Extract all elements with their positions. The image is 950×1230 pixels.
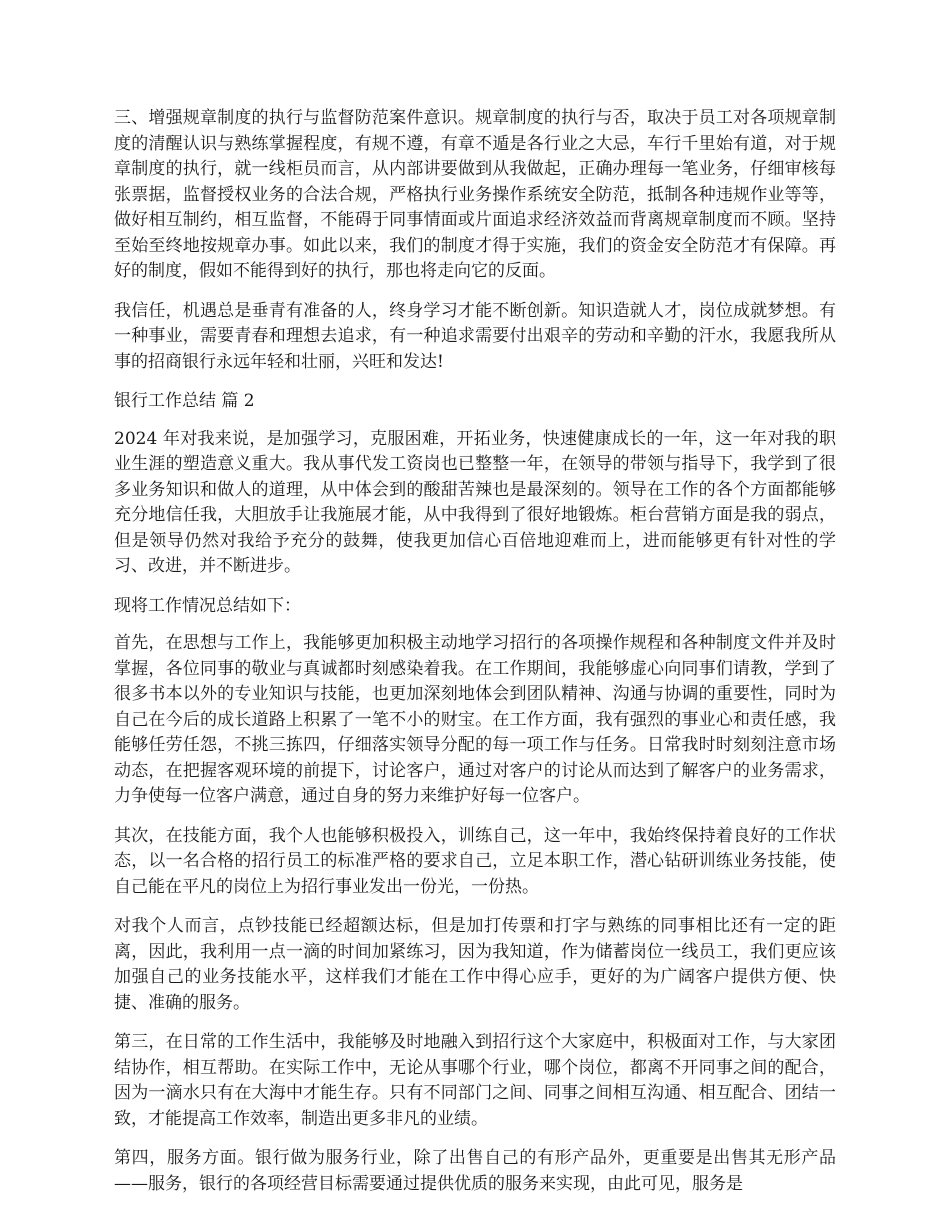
- document-body: [114, 106, 836, 1211]
- section-heading: 银行工作总结 篇 2: [114, 391, 255, 411]
- paragraph-personal-skills: 对我个人而言，点钞技能已经超额达标，但是加打传票和打字与熟练的同事相比还有一定的距离，因此，我利用一点一滴的时间加紧练习，因为我知道，作为储蓄岗位一线员工，我们更应该加强自己的业务技能水平，这样我们才能在工作中得心应手，更好的为广阔客户提供方便、快捷、准确的服务。: [114, 916, 836, 1013]
- paragraph-second: 其次，在技能方面，我个人也能够积极投入，训练自己，这一年中，我始终保持着良好的工作状态，以一名合格的招行员工的标准严格的要求自己，立足本职工作，潜心钻研训练业务技能，使自己能在平凡的岗位上为招行事业发出一份光，一份热。: [114, 825, 836, 897]
- paragraph-year-summary: 2024 年对我来说，是加强学习，克服困难，开拓业务，快速健康成长的一年，这一年对我的职业生涯的塑造意义重大。我从事代发工资岗也已整整一年，在领导的带领与指导下，我学到了很多业务知识和做人的道理，从中体会到的酸甜苦辣也是最深刻的。领导在工作的各个方面都能够充分地信任我，大胆放手让我施展才能，从中我得到了很好地锻炼。柜台营销方面是我的弱点，但是领导仍然对我给予充分的鼓舞，使我更加信心百倍地迎难而上，进而能够更有针对性的学习、改进，并不断进步。: [114, 428, 836, 576]
- paragraph-fourth: 第四，服务方面。银行做为服务行业，除了出售自己的有形产品外，更重要是出售其无形产品——服务，银行的各项经营目标需要通过提供优质的服务来实现，由此可见，服务是: [114, 1148, 836, 1194]
- paragraph-regulation-enforcement: 三、增强规章制度的执行与监督防范案件意识。规章制度的执行与否，取决于员工对各项规章制度的清醒认识与熟练掌握程度，有规不遵，有章不遁是各行业之大忌，车行千里始有道，对于规章制度的执行，就一线柜员而言，从内部讲要做到从我做起，正确办理每一笔业务，仔细审核每张票据，监督授权业务的合法合规，严格执行业务操作系统安全防范，抵制各种违规作业等等，做好相互制约，相互监督，不能碍于同事情面或片面追求经济效益而背离规章制度而不顾。坚持至始至终地按规章办事。如此以来，我们的制度才得于实施，我们的资金安全防范才有保障。再好的制度，假如不能得到好的执行，那也将走向它的反面。: [114, 108, 836, 281]
- paragraph-belief: 我信任，机遇总是垂青有准备的人，终身学习才能不断创新。知识造就人才，岗位成就梦想。有一种事业，需要青春和理想去追求，有一种追求需要付出艰辛的劳动和辛勤的汗水，我愿我所从事的招商银行永远年轻和壮丽，兴旺和发达!: [114, 300, 836, 372]
- paragraph-third: 第三，在日常的工作生活中，我能够及时地融入到招行这个大家庭中，积极面对工作，与大家团结协作，相互帮助。在实际工作中，无论从事哪个行业，哪个岗位，都离不开同事之间的配合，因为一滴水只有在大海中才能生存。只有不同部门之间、同事之间相互沟通、相互配合、团结一致，才能提高工作效率，制造出更多非凡的业绩。: [114, 1032, 836, 1129]
- paragraph-intro: 现将工作情况总结如下：: [114, 595, 301, 616]
- paragraph-first: 首先，在思想与工作上，我能够更加积极主动地学习招行的各项操作规程和各种制度文件并及时掌握，各位同事的敬业与真诚都时刻感染着我。在工作期间，我能够虚心向同事们请教，学到了很多书本以外的专业知识与技能，也更加深刻地体会到团队精神、沟通与协调的重要性，同时为自己在今后的成长道路上积累了一笔不小的财宝。在工作方面，我有强烈的事业心和责任感，我能够任劳任怨，不挑三拣四，仔细落实领导分配的每一项工作与任务。日常我时时刻刻注意市场动态，在把握客观环境的前提下，讨论客户，通过对客户的讨论从而达到了解客户的业务需求，力争使每一位客户满意，通过自身的努力来维护好每一位客户。: [114, 633, 836, 806]
